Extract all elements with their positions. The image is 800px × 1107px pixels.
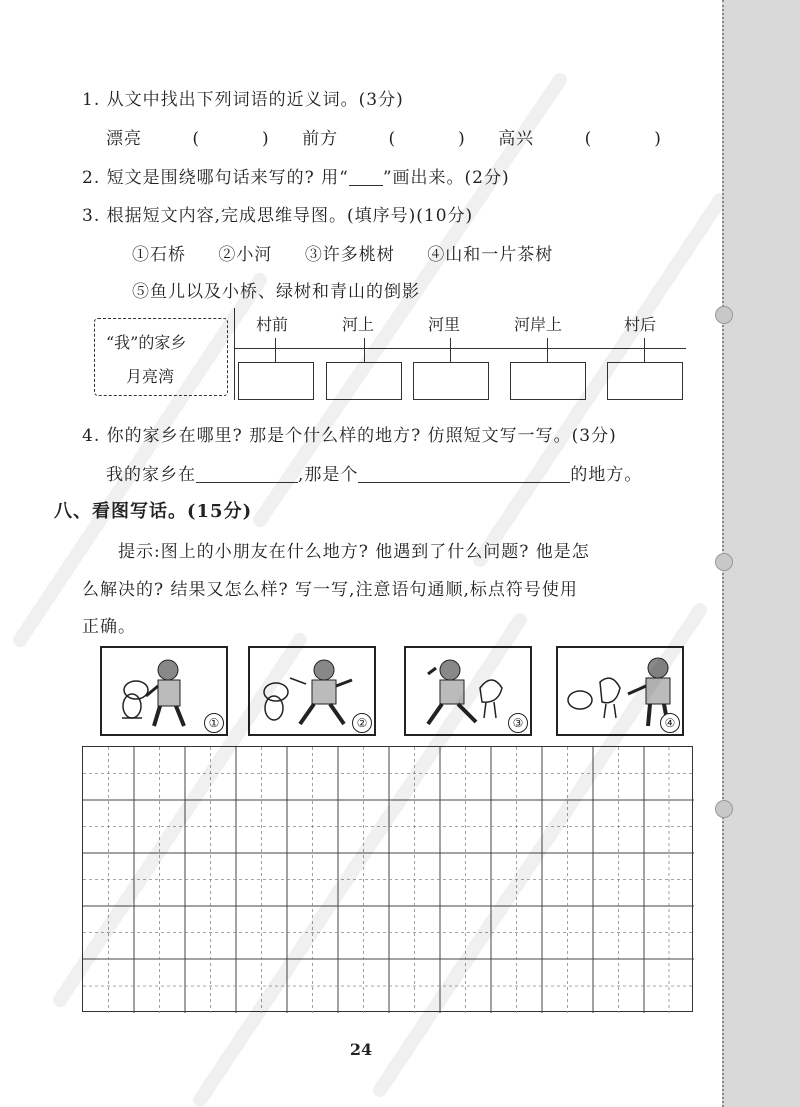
q1-answer-1[interactable]: ( ) xyxy=(192,129,270,149)
binding-hole-2 xyxy=(715,553,733,571)
picture-number-3: ③ xyxy=(508,713,528,733)
mindmap-branch-1: 村前 xyxy=(256,315,289,334)
q1-answer-2[interactable]: ( ) xyxy=(388,129,466,149)
binding-margin xyxy=(722,0,800,1107)
binding-hole-3 xyxy=(715,800,733,818)
q4-fill-row: 我的家乡在 ,那是个 的地方。 xyxy=(106,465,643,485)
q1-prompt: 1. 从文中找出下列词语的近义词。(3分) xyxy=(82,90,404,110)
q3-option-4: ④山和一片茶树 xyxy=(427,245,554,265)
q2-prompt: 2. 短文是围绕哪句话来写的? 用“ ”画出来。(2分) xyxy=(82,168,510,188)
q3-option-1: ①石桥 xyxy=(132,245,186,265)
picture-number-2: ② xyxy=(352,713,372,733)
mindmap-root-line2: 月亮湾 xyxy=(126,367,175,386)
section8-hint-line1: 提示:图上的小朋友在什么地方? 他遇到了什么问题? 他是怎 xyxy=(118,542,590,562)
q3-prompt: 3. 根据短文内容,完成思维导图。(填序号)(10分) xyxy=(82,206,474,226)
q1-word-1: 漂亮 xyxy=(106,129,142,149)
mindmap-branch-4: 河岸上 xyxy=(514,315,563,334)
q1-word-2: 前方 xyxy=(302,129,339,149)
q1-word-3: 高兴 xyxy=(498,129,535,149)
q3-option-3: ③许多桃树 xyxy=(304,245,395,265)
q3-option-5: ⑤鱼儿以及小桥、绿树和青山的倒影 xyxy=(132,282,420,302)
section8-hint-line2: 么解决的? 结果又怎么样? 写一写,注意语句通顺,标点符号使用 xyxy=(82,580,578,600)
section8-hint-line3: 正确。 xyxy=(82,617,136,637)
q3-option-2: ②小河 xyxy=(218,245,273,265)
mindmap-branch-2: 河上 xyxy=(342,315,375,334)
section8-heading: 八、看图写话。(15分) xyxy=(54,501,253,522)
mindmap-branch-5: 村后 xyxy=(624,315,657,334)
binding-hole-1 xyxy=(715,306,733,324)
picture-number-1: ① xyxy=(204,713,224,733)
q4-prompt: 4. 你的家乡在哪里? 那是个什么样的地方? 仿照短文写一写。(3分) xyxy=(82,426,617,446)
q1-answer-3[interactable]: ( ) xyxy=(584,129,662,149)
mindmap-root-line1: “我”的家乡 xyxy=(106,333,187,352)
mindmap-branch-3: 河里 xyxy=(428,315,461,334)
picture-number-4: ④ xyxy=(660,713,680,733)
page-number: 24 xyxy=(349,1040,373,1059)
